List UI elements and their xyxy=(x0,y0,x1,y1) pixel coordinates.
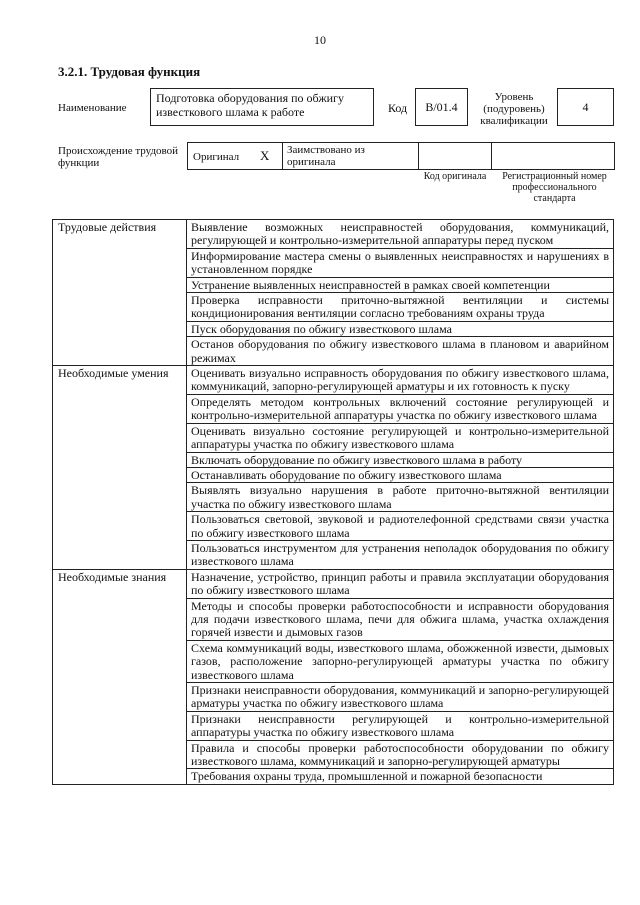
section-item: Проверка исправности приточно-вытяжной вентиляции и системы кондиционирования вентиляции согласно требованиям охраны труда xyxy=(187,293,614,322)
origin-divider-2 xyxy=(418,142,419,170)
section-item: Правила и способы проверки работоспособности оборудовании по обжигу известкового шлама, коммуникаций и запорно-регулирующей арматуры xyxy=(187,740,614,769)
section-item: Назначение, устройство, принцип работы и правила эксплуатации оборудования по обжигу известкового шлама xyxy=(187,569,614,598)
section-item: Требования охраны труда, промышленной и пожарной безопасности xyxy=(187,769,614,784)
section-item: Устранение выявленных неисправностей в рамках своей компетенции xyxy=(187,277,614,292)
name-label: Наименование xyxy=(58,102,127,114)
section-item: Определять методом контрольных включений состояние регулирующей и контрольно-измерительной аппаратуры участка по обжигу известкового шлама xyxy=(187,394,614,423)
table-row xyxy=(53,569,614,598)
section-item: Оценивать визуально состояние регулирующей и контрольно-измерительной аппаратуры участка по обжигу известкового шлама xyxy=(187,423,614,452)
section-item: Оценивать визуально исправность оборудования по обжигу известкового шлама, коммуникаций, запорно-регулирующей арматуры и их готовность к пуску xyxy=(187,366,614,395)
function-name: Подготовка оборудования по обжигу известкового шлама к работе xyxy=(156,91,344,119)
section-item: Пуск оборудования по обжигу известкового шлама xyxy=(187,321,614,336)
section-item: Выявление возможных неисправностей оборудования, коммуникаций, регулирующей и контрольно-измерительной аппаратуры перед пуском xyxy=(187,220,614,249)
section-category: Трудовые действия xyxy=(53,220,187,366)
original-label: Оригинал xyxy=(193,151,240,163)
reg-number-note: Регистрационный номер профессионального стандарта xyxy=(502,171,607,204)
code-label: Код xyxy=(388,101,408,115)
origin-label: Происхождение трудовой функции xyxy=(58,145,179,169)
section-item: Информирование мастера смены о выявленных неисправностях и нарушениях в установленном порядке xyxy=(187,248,614,277)
section-category: Необходимые знания xyxy=(53,569,187,784)
origin-divider-3 xyxy=(491,142,492,170)
section-item: Признаки неисправности оборудования, коммуникаций и запорно-регулирующей арматуры участка по обжигу известкового шлама xyxy=(187,683,614,712)
function-details-table xyxy=(52,219,614,785)
section-item: Признаки неисправности регулирующей и контрольно-измерительной аппаратуры участка по обжигу известкового шлама xyxy=(187,711,614,740)
section-item: Пользоваться световой, звуковой и радиотелефонной средствами связи участка по обжигу известкового шлама xyxy=(187,512,614,541)
table-row xyxy=(53,220,614,249)
level-label: Уровень (подуровень) квалификации xyxy=(480,91,548,127)
code-original-note: Код оригинала xyxy=(423,171,487,182)
function-code: B/01.4 xyxy=(425,100,458,114)
section-item: Выявлять визуально нарушения в работе приточно-вытяжной вентиляции участка по обжигу известкового шлама xyxy=(187,483,614,512)
section-item: Пользоваться инструментом для устранения неполадок оборудования по обжигу известкового шлама xyxy=(187,540,614,569)
table-row xyxy=(53,366,614,395)
section-item: Останавливать оборудование по обжигу известкового шлама xyxy=(187,467,614,482)
original-mark: X xyxy=(260,148,270,163)
section-item: Схема коммуникаций воды, известкового шлама, обожженной извести, дымовых газов, расположение запорно-регулирующей арматуры участка по обжигу известкового шлама xyxy=(187,640,614,682)
page-number: 10 xyxy=(314,33,326,47)
section-category: Необходимые умения xyxy=(53,366,187,570)
qualification-level: 4 xyxy=(582,100,589,114)
code-value-box xyxy=(415,88,468,126)
section-item: Методы и способы проверки работоспособности и исправности оборудования для подачи известкового шлама, печи для обжига шлама, участка охлаждения горячей извести и дымовых газов xyxy=(187,598,614,640)
section-item: Включать оборудование по обжигу известкового шлама в работу xyxy=(187,452,614,467)
borrowed-label: Заимствовано из оригинала xyxy=(287,144,365,168)
section-title: 3.2.1. Трудовая функция xyxy=(58,64,201,79)
level-value-box xyxy=(557,88,614,126)
section-item: Останов оборудования по обжигу известкового шлама в плановом и аварийном режимах xyxy=(187,337,614,366)
name-value-box xyxy=(150,88,374,126)
origin-divider-1 xyxy=(282,142,283,170)
